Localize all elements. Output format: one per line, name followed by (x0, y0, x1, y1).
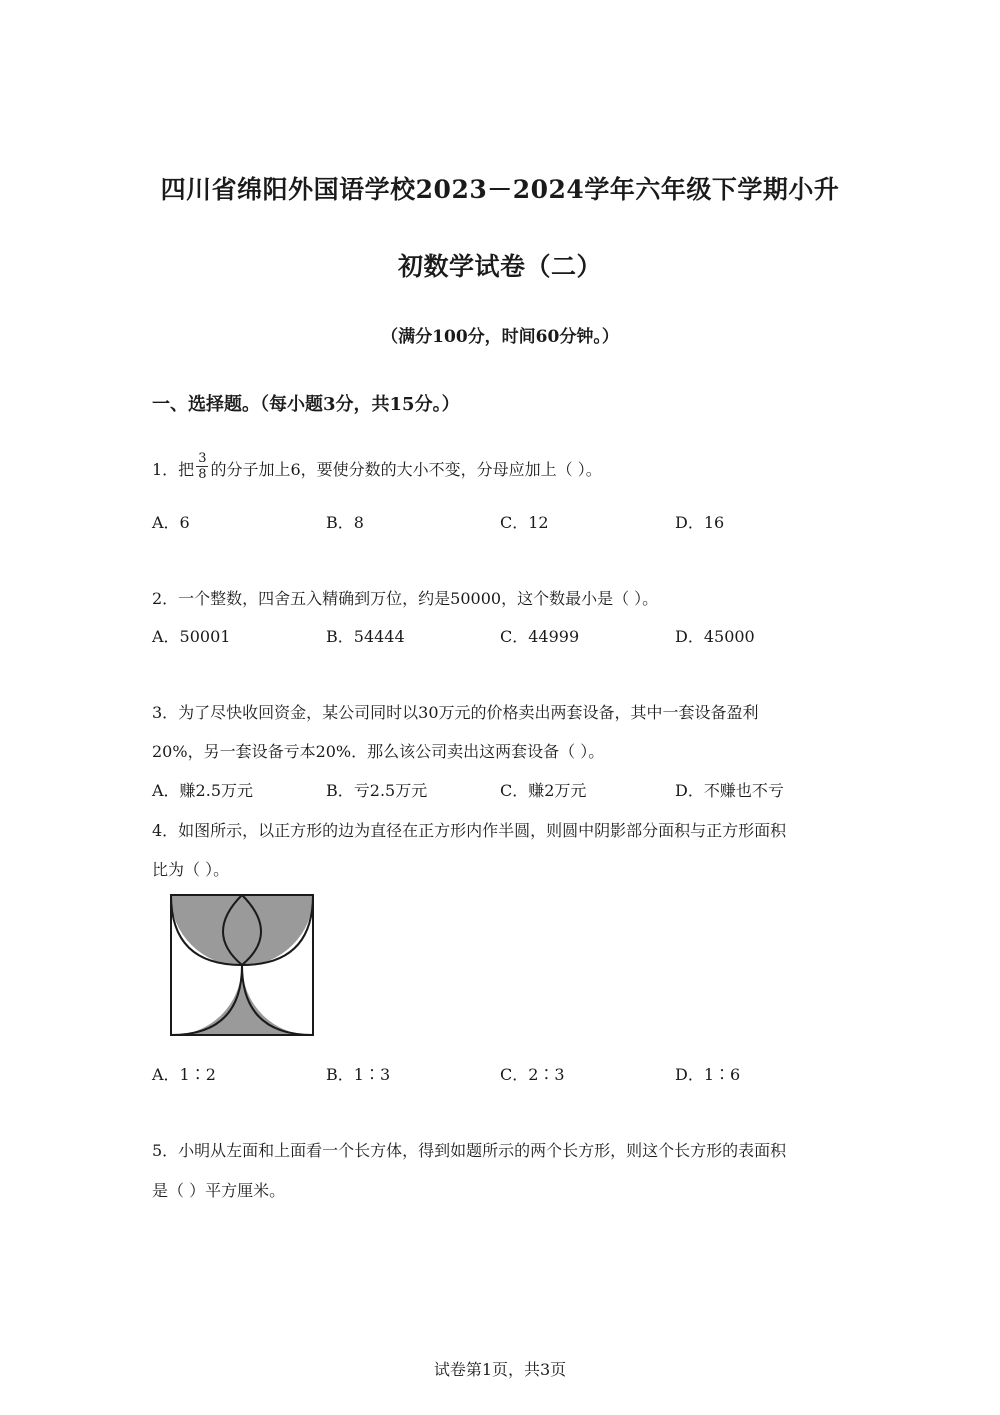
q3-option-d[interactable]: D．不赚也不亏 (675, 781, 784, 800)
q1-option-a[interactable]: A．6 (152, 513, 190, 532)
exam-title-line2: 初数学试卷（二） (397, 252, 602, 281)
q3-option-a[interactable]: A．赚2.5万元 (152, 781, 254, 800)
exam-subtitle: （满分100分，时间60分钟。） (381, 327, 619, 347)
fraction-denominator: 8 (198, 467, 207, 482)
question-5-line1: 5．小明从左面和上面看一个长方体，得到如题所示的两个长方形，则这个长方形的表面积 (152, 1141, 787, 1160)
shaded-region-top-left (171, 895, 313, 965)
square-semicircles-figure (169, 893, 315, 1037)
q2-option-a[interactable]: A．50001 (152, 627, 231, 646)
question-3-line2: 20%，另一套设备亏本20%．那么该公司卖出这两套设备（ ）。 (152, 742, 605, 761)
question-1-text-after: 的分子加上6，要使分数的大小不变，分母应加上（ ）。 (210, 460, 602, 479)
q1-option-d[interactable]: D．16 (675, 513, 725, 532)
q2-option-c[interactable]: C．44999 (500, 627, 580, 646)
q3-option-b[interactable]: B．亏2.5万元 (326, 781, 428, 800)
fraction-numerator: 3 (198, 451, 207, 466)
question-2: 2．一个整数，四舍五入精确到万位，约是50000，这个数最小是（ ）。 (152, 589, 659, 608)
page-footer: 试卷第1页，共3页 (433, 1360, 567, 1379)
question-4-line2: 比为（ ）。 (152, 860, 230, 879)
q2-option-d[interactable]: D．45000 (675, 627, 755, 646)
fraction (196, 451, 208, 482)
q4-option-d[interactable]: D．1∶6 (675, 1065, 741, 1084)
question-4-line1: 4．如图所示，以正方形的边为直径在正方形内作半圆，则圆中阴影部分面积与正方形面积 (152, 821, 787, 840)
q4-option-c[interactable]: C．2∶3 (500, 1065, 565, 1084)
question-1 (152, 451, 602, 486)
question-5-line2: 是（ ）平方厘米。 (152, 1181, 286, 1200)
q3-option-c[interactable]: C．赚2万元 (500, 781, 587, 800)
q1-option-c[interactable]: C．12 (500, 513, 549, 532)
q4-option-b[interactable]: B．1∶3 (326, 1065, 391, 1084)
question-3-line1: 3．为了尽快收回资金，某公司同时以30万元的价格卖出两套设备，其中一套设备盈利 (152, 703, 759, 722)
exam-title-line1: 四川省绵阳外国语学校2023－2024学年六年级下学期小升 (160, 175, 840, 204)
q2-option-b[interactable]: B．54444 (326, 627, 405, 646)
q1-option-b[interactable]: B．8 (326, 513, 364, 532)
question-1-text-before: 1．把 (152, 460, 195, 479)
q4-option-a[interactable]: A．1∶2 (152, 1065, 216, 1084)
section-heading: 一、选择题。（每小题3分，共15分。） (152, 394, 460, 415)
